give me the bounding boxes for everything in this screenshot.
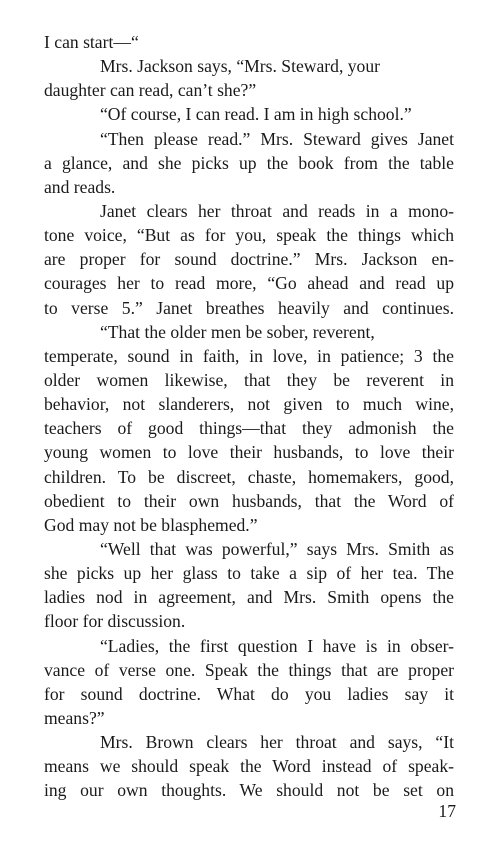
text-line: “Then please read.” Mrs. Steward gives Janet [100,128,454,149]
text-line: means?” [44,707,105,728]
text-line: older women likewise, that they be reverent in [44,369,454,390]
text-line: means we should speak the Word instead of speak- [44,756,454,777]
text-line: daughter can read, can’t she?” [44,80,257,101]
text-line: children. To be discreet, chaste, homemakers, good, [44,466,454,487]
text-line: behavior, not slanderers, not given to much wine, [44,394,454,415]
text-line: God may not be blasphemed.” [44,514,258,535]
text-line: ladies nod in agreement, and Mrs. Smith opens the [44,587,454,608]
text-line: I can start—“ [44,32,139,52]
text-line: floor for discussion. [44,611,186,632]
text-line: “That the older men be sober, reverent, [100,321,375,342]
text-line: Mrs. Jackson says, “Mrs. Steward, your [100,56,380,77]
text-line: teachers of good things—that they admonish the [44,418,454,439]
text-line: “Of course, I can read. I am in high school.” [100,104,412,125]
page-body [44,30,454,803]
text-line: temperate, sound in faith, in love, in patience; 3 the [44,345,454,366]
text-line: “Ladies, the first question I have is in obser- [100,635,454,656]
text-line: ing our own thoughts. We should not be set on [44,780,454,801]
text-line: young women to love their husbands, to love their [44,442,454,463]
text-line: “Well that was powerful,” says Mrs. Smith as [100,538,454,559]
text-line: tone voice, “But as for you, speak the things which [44,225,454,246]
text-line: courages her to read more, “Go ahead and read up [44,273,454,294]
text-line: are proper for sound doctrine.” Mrs. Jackson en- [44,249,454,270]
text-line: to verse 5.” Janet breathes heavily and continues. [44,297,454,318]
text-line: vance of verse one. Speak the things that are proper [44,659,454,680]
text-line: for sound doctrine. What do you ladies say it [44,683,454,704]
page-number: 17 [438,801,456,821]
text-line: a glance, and she picks up the book from the table [44,152,454,173]
text-line: and reads. [44,176,116,197]
text-line: Mrs. Brown clears her throat and says, “It [100,732,454,753]
text-line: Janet clears her throat and reads in a mono- [100,200,454,221]
text-line: she picks up her glass to take a sip of her tea. The [44,563,454,584]
text-line: obedient to their own husbands, that the Word of [44,490,454,511]
